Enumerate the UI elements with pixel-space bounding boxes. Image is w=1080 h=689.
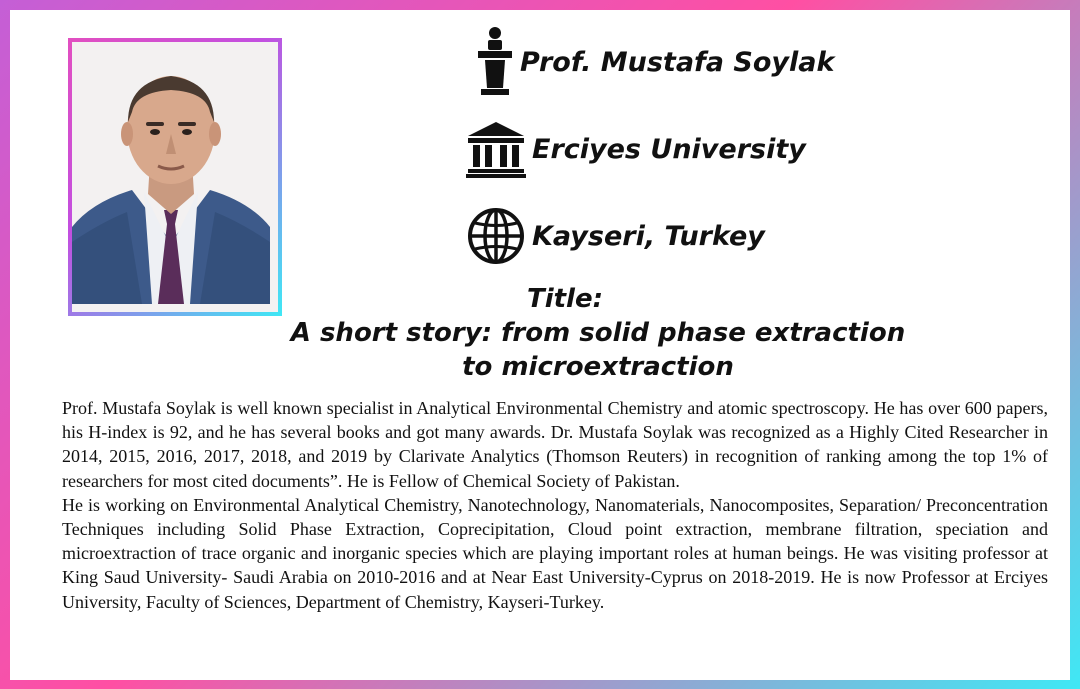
bio-paragraph: Prof. Mustafa Soylak is well known specialist in Analytical Environmental Chemistry and atomic spectroscopy. He has over 600 papers, his H-index is 92, and he has several books and got many awards. Dr. Mustafa Soylak was recognized as a Highly Cited Researcher in 2014, 2015, 2016, 2017, 2018, and 2019 by Clarivate Analytics (Thomson Reuters) in recognition of ranking among the top 1% of researchers for most cited documents”. He is Fellow of Chemical Society of Pakistan. xyxy=(62,398,1048,491)
location-text: Kayseri, Turkey xyxy=(532,220,765,252)
speaker-portrait xyxy=(72,42,278,312)
podium-speaker-icon xyxy=(476,26,514,98)
university-name: Erciyes University xyxy=(532,133,806,165)
location-row xyxy=(466,206,765,266)
speaker-biography xyxy=(62,396,1048,614)
talk-title: A short story: from solid phase extraction to microextraction xyxy=(290,318,906,382)
speaker-name: Prof. Mustafa Soylak xyxy=(520,46,835,78)
bio-paragraph: He is working on Environmental Analytical Chemistry, Nanotechnology, Nanomaterials, Nanocomposites, Separation/ Preconcentration Techniques including Solid Phase Extraction, Coprecipitation, Cloud point extraction, membrane filtration, speciation and microextraction of trace organic and inorganic species which are playing important roles at human beings. He was visiting professor at King Saud University- Saudi Arabia on 2010-2016 and at Near East University-Cyprus on 2018-2019. He is now Professor at Erciyes University, Faculty of Sciences, Department of Chemistry, Kayseri-Turkey. xyxy=(62,494,1048,612)
university-row xyxy=(466,120,806,178)
university-building-icon xyxy=(466,120,526,178)
speaker-name-row xyxy=(476,26,834,98)
globe-icon xyxy=(466,206,526,266)
portrait-frame xyxy=(68,38,282,316)
talk-title-block xyxy=(10,282,1070,384)
speaker-card xyxy=(10,10,1070,680)
talk-title-label: Title: xyxy=(526,284,604,314)
portrait-illustration xyxy=(72,42,270,304)
